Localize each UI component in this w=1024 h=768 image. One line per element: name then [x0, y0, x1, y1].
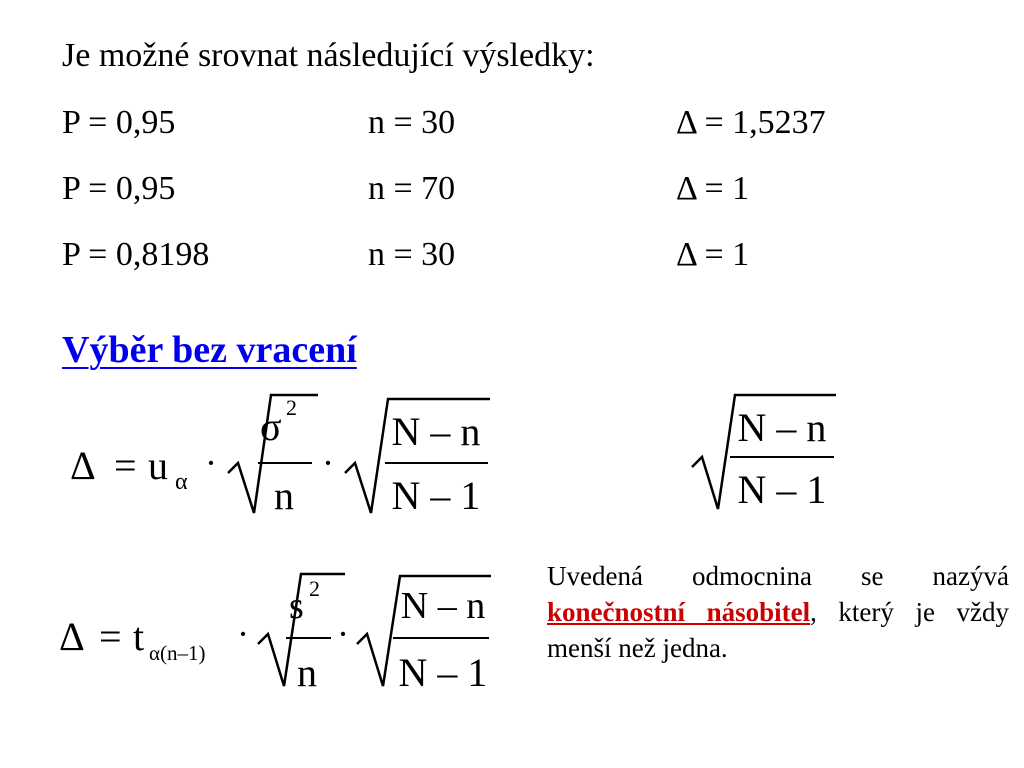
- explanation-note: [547, 558, 1009, 666]
- variance-symbol: s: [289, 585, 304, 627]
- fpc-numerator: N – n: [391, 409, 481, 454]
- delta-symbol: Δ: [70, 443, 96, 488]
- multiply-dot: ·: [237, 614, 249, 654]
- formula-t-alpha: [55, 568, 505, 708]
- coefficient-subscript: α: [175, 469, 188, 495]
- result-n: n = 30: [368, 104, 456, 141]
- keyword-finite-multiplier: konečnostní násobitel: [547, 597, 811, 627]
- result-n: n = 30: [368, 236, 456, 273]
- variance-exponent: 2: [286, 395, 297, 420]
- multiply-dot: ·: [205, 443, 217, 483]
- result-delta: Δ = 1: [676, 170, 750, 207]
- denominator-n: n: [274, 473, 294, 518]
- fpc-numerator: N – n: [737, 405, 827, 450]
- intro-text: Je možné srovnat následující výsledky:: [62, 37, 595, 74]
- coefficient: t: [133, 614, 145, 659]
- multiply-dot: ·: [337, 614, 349, 654]
- formula-u-alpha: [60, 385, 500, 525]
- formula-fpc: [690, 385, 840, 515]
- result-p: P = 0,8198: [62, 236, 210, 273]
- variance-symbol: σ: [260, 404, 282, 449]
- delta-symbol: Δ: [59, 614, 85, 659]
- result-n: n = 70: [368, 170, 456, 207]
- result-p: P = 0,95: [62, 170, 176, 207]
- fpc-denominator: N – 1: [398, 650, 488, 695]
- variance-exponent: 2: [309, 576, 320, 601]
- result-delta: Δ = 1: [676, 236, 750, 273]
- denominator-n: n: [297, 650, 317, 695]
- result-p: P = 0,95: [62, 104, 176, 141]
- coefficient: u: [148, 443, 168, 488]
- fpc-denominator: N – 1: [737, 467, 827, 512]
- fpc-denominator: N – 1: [391, 473, 481, 518]
- multiply-dot: ·: [322, 443, 334, 483]
- equals-sign: =: [99, 614, 122, 659]
- section-heading: Výběr bez vracení: [62, 329, 357, 371]
- fpc-numerator: N – n: [400, 585, 486, 627]
- note-text: , který je vždy menší než jedna.: [547, 597, 1009, 663]
- coefficient-subscript: α(n–1): [149, 641, 206, 665]
- equals-sign: =: [114, 443, 137, 488]
- note-text: Uvedená odmocnina se nazývá: [547, 561, 1009, 591]
- result-delta: Δ = 1,5237: [676, 104, 826, 141]
